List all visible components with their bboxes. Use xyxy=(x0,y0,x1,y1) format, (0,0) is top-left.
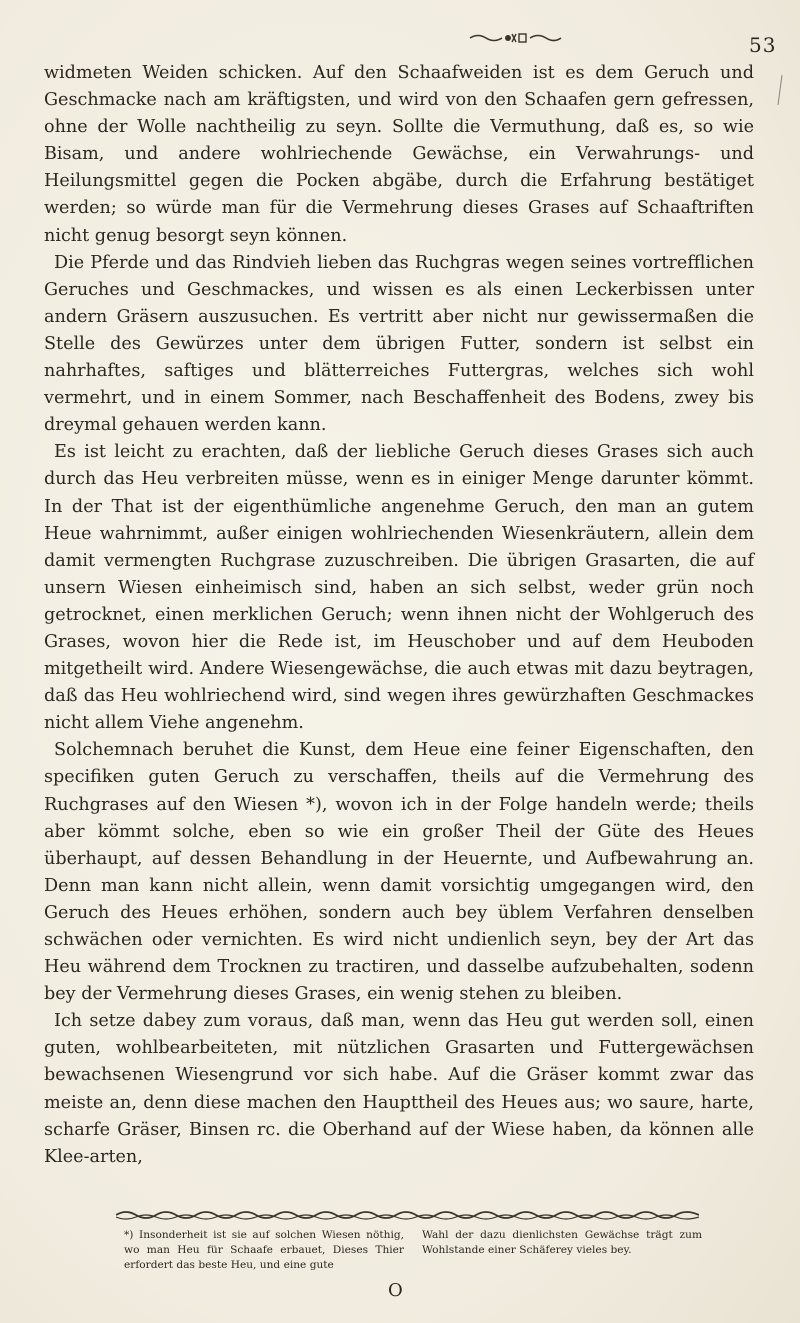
paragraph-2: Die Pferde und das Rindvieh lieben das Ruchgras wegen seines vortrefflichen Geruches und Geschmackes, und wissen es als einen Leckerbissen unter andern Gräsern auszusuchen. Es vertritt aber nicht nur gewissermaßen die Stelle des Gewürzes unter dem übrigen Futter, sondern ist selbst ein nahrhaftes, saftiges und blätterreiches Futtergras, welches sich wohl vermehrt, und in einem Sommer, nach Beschaffenheit des Bodens, zwey bis dreymal gehauen werden kann. xyxy=(44,252,754,436)
page-number: 53 xyxy=(749,33,777,57)
body-text xyxy=(44,60,754,1171)
footnotes xyxy=(124,1228,702,1274)
footnote-divider-icon xyxy=(116,1208,699,1222)
footnote-right: Wahl der dazu dienlichsten Gewächse trägt zum Wohlstande einer Schäferey vieles bey. xyxy=(422,1229,702,1257)
paragraph-5: Ich setze dabey zum voraus, daß man, wenn das Heu gut werden soll, einen guten, wohlbearbeiteten, mit nützlichen Grasarten und Futtergewächsen bewachsenen Wiesengrund vor sich habe. Auf die Gräser kommt zwar das meiste an, denn diese machen den Haupttheil des Heues aus; wo saure, harte, scharfe Gräser, Binsen rc. die Oberhand auf der Wiese haben, da können alle Klee-arten, xyxy=(44,1011,754,1167)
paragraph-3: Es ist leicht zu erachten, daß der liebliche Geruch dieses Grases sich auch durch das Heu verbreiten müsse, wenn es in einiger Menge darunter kömmt. In der That ist der eigenthümliche angenehme Geruch, den man an gutem Heue wahrnimmt, außer einigen wohlriechenden Wiesenkräutern, allein dem damit vermengten Ruchgrase zuzuschreiben. Die übrigen Grasarten, die auf unsern Wiesen einheimisch sind, haben an sich selbst, weder grün noch getrocknet, einen merklichen Geruch; wenn ihnen nicht der Wohlgeruch des Grases, wovon hier die Rede ist, im Heuschober und auf dem Heuboden mitgetheilt wird. Andere Wiesengewächse, die auch etwas mit dazu beytragen, daß das Heu wohlriechend wird, sind wegen ihres gewürzhaften Geschmackes nicht allem Viehe angenehm. xyxy=(44,442,754,734)
margin-mark xyxy=(777,75,783,105)
footnote-left: *) Insonderheit ist sie auf solchen Wiesen nöthig, wo man Heu für Schaafe erbauet, Dieses Thier erfordert das beste Heu, und eine gute xyxy=(124,1229,404,1272)
signature-mark: O xyxy=(388,1280,403,1301)
paragraph-4: Solchemnach beruhet die Kunst, dem Heue eine feiner Eigenschaften, den specifiken guten Geruch zu verschaffen, theils auf die Vermehrung des Ruchgrases auf den Wiesen *), wovon ich in der Folge handeln werde; theils aber kömmt solche, eben so wie ein großer Theil der Güte des Heues überhaupt, auf dessen Behandlung in der Heuernte, und Aufbewahrung an. Denn man kann nicht allein, wenn damit vorsichtig umgegangen wird, den Geruch des Heues erhöhen, sondern auch bey üblem Verfahren denselben schwächen oder vernichten. Es wird nicht undienlich seyn, bey der Art das Heu während dem Trocknen zu tractiren, und dasselbe aufzubehalten, sodenn bey der Vermehrung dieses Grases, ein wenig stehen zu bleiben. xyxy=(44,740,754,1005)
printer-ornament-icon xyxy=(468,30,563,46)
paragraph-1: widmeten Weiden schicken. Auf den Schaafweiden ist es dem Geruch und Geschmacke nach am kräftigsten, und wird von den Schaafen gern gefressen, ohne der Wolle nachtheilig zu seyn. Sollte die Vermuthung, daß es, so wie Bisam, und andere wohlriechende Gewächse, ein Verwahrungs- und Heilungsmittel gegen die Pocken abgäbe, durch die Erfahrung bestätiget werden; so würde man für die Vermehrung dieses Grases auf Schaaftriften nicht genug besorgt seyn können. xyxy=(44,63,754,246)
page-header xyxy=(0,24,800,57)
